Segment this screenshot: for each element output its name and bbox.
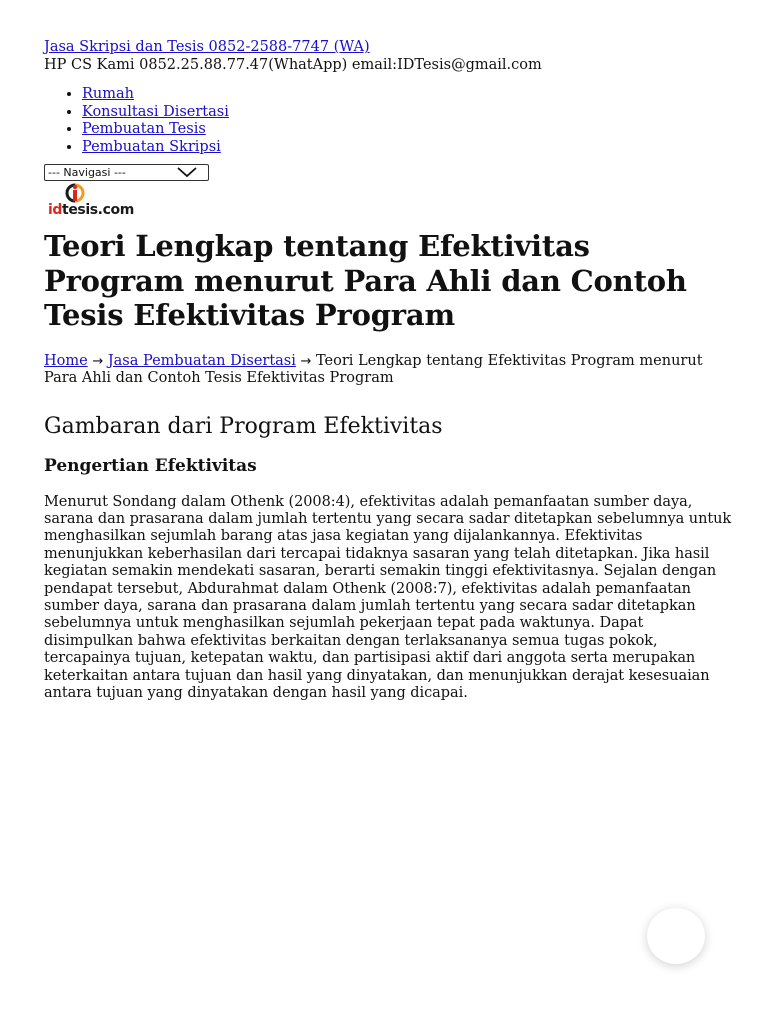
breadcrumb-home[interactable]: Home [44, 352, 88, 369]
menu-item-pembuatan-skripsi [82, 139, 734, 157]
breadcrumb-separator: → [300, 353, 312, 369]
logo-wordmark: idtesis.com [48, 202, 134, 218]
breadcrumb-category[interactable]: Jasa Pembuatan Disertasi [107, 352, 296, 369]
menu-item-rumah [82, 86, 734, 104]
floating-action-button[interactable] [647, 908, 705, 964]
chevron-down-icon [176, 166, 198, 178]
menu-item-pembuatan-tesis [82, 121, 734, 139]
logo-mark-icon [62, 183, 88, 203]
site-logo[interactable] [44, 183, 134, 219]
top-contact-link[interactable]: Jasa Skripsi dan Tesis 0852-2588-7747 (WA) [44, 39, 370, 55]
breadcrumb [44, 353, 734, 388]
navigation-select-value: --- Navigasi --- [48, 166, 126, 179]
menu-link-rumah[interactable]: Rumah [82, 86, 134, 102]
menu-link-pembuatan-skripsi[interactable]: Pembuatan Skripsi [82, 138, 221, 155]
subsection-heading: Pengertian Efektivitas [44, 455, 257, 476]
breadcrumb-current: Teori Lengkap tentang Efektivitas Program menurut Para Ahli dan Contoh Tesis Efektivitas Program [44, 352, 703, 386]
article-title: Teori Lengkap tentang Efektivitas Program menurut Para Ahli dan Contoh Tesis Efektivitas Program [44, 229, 687, 332]
navigation-select[interactable] [44, 164, 209, 181]
menu-link-pembuatan-tesis[interactable]: Pembuatan Tesis [82, 121, 206, 137]
article-paragraph: Menurut Sondang dalam Othenk (2008:4), efektivitas adalah pemanfaatan sumber daya, sarana dan prasarana dalam jumlah tertentu yang secara sadar ditetapkan sebelumnya untuk menghasilkan sejumlah barang atas jasa kegiatan yang dijalankannya. Efektivitas menunjukkan keberhasilan dari tercapai tidaknya sasaran yang telah ditetapkan. Jika hasil kegiatan semakin mendekati sasaran, berarti semakin tinggi efektivitasnya. Sejalan dengan pendapat tersebut, Abdurahmat dalam Othenk (2008:7), efektivitas adalah pemanfaatan sumber daya, sarana dan prasarana dalam jumlah tertentu yang secara sadar ditetapkan sebelumnya untuk menghasilkan sejumlah pekerjaan tepat pada waktunya. Dapat disimpulkan bahwa efektivitas berkaitan dengan terlaksananya semua tugas pokok, tercapainya tujuan, ketepatan waktu, dan partisipasi aktif dari anggota serta merupakan keterkaitan antara tujuan dan hasil yang dinyatakan, dan menunjukkan derajat kesesuaian antara tujuan yang dinyatakan dengan hasil yang dicapai. [44, 493, 732, 701]
contact-info: HP CS Kami 0852.25.88.77.47(WhatApp) email:IDTesis@gmail.com [44, 57, 542, 73]
main-menu [44, 86, 734, 156]
menu-link-konsultasi-disertasi[interactable]: Konsultasi Disertasi [82, 103, 229, 120]
section-heading: Gambaran dari Program Efektivitas [44, 413, 443, 439]
breadcrumb-separator: → [92, 353, 104, 369]
menu-item-konsultasi-disertasi [82, 104, 734, 122]
page-content [44, 38, 734, 702]
